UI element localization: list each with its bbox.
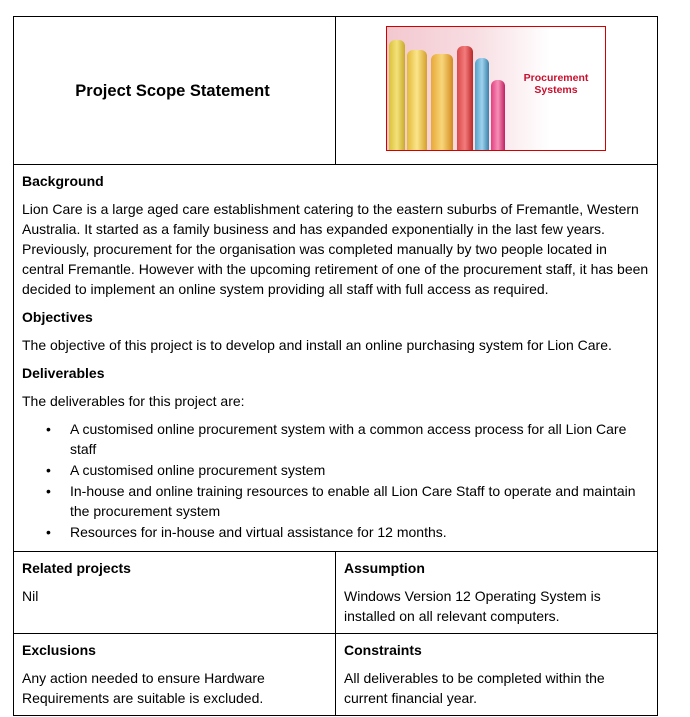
background-heading: Background: [22, 173, 104, 189]
background-text: Lion Care is a large aged care establishment catering to the eastern suburbs of Fremantle, Western Australia. It started as a family business and has expanded exponentially in the last few years. Previously, procurement for the organisation was completed manually by two people located in central Fremantle. However with the upcoming retirement of one of the procurement staff, it has been decided to implement an online system providing all staff with full access as required.: [22, 201, 649, 297]
assumption-text: Windows Version 12 Operating System is installed on all relevant computers.: [344, 588, 601, 624]
list-item: • A customised online procurement system: [70, 460, 649, 480]
list-item: • Resources for in-house and virtual assistance for 12 months.: [70, 522, 649, 542]
constraints-text: All deliverables to be completed within the current financial year.: [344, 670, 605, 706]
constraints-heading: Constraints: [344, 642, 422, 658]
constraints-cell: [336, 634, 658, 716]
deliverables-heading: Deliverables: [22, 365, 105, 381]
page-title: Project Scope Statement: [75, 81, 270, 100]
image-caption: Procurement Systems: [523, 72, 589, 96]
main-section: [14, 165, 658, 552]
assumption-cell: [336, 552, 658, 634]
deliverables-list: [22, 419, 649, 542]
objectives-heading: Objectives: [22, 309, 93, 325]
scope-document: [13, 16, 657, 716]
related-projects-cell: [14, 552, 336, 634]
list-item: • A customised online procurement system with a common access process for all Lion Care staff: [70, 419, 649, 459]
exclusions-text: Any action needed to ensure Hardware Requirements are suitable is excluded.: [22, 670, 265, 706]
procurement-systems-image: [386, 26, 606, 151]
objectives-text: The objective of this project is to develop and install an online purchasing system for Lion Care.: [22, 337, 612, 353]
scope-table: [13, 16, 658, 716]
related-projects-heading: Related projects: [22, 560, 131, 576]
related-projects-text: Nil: [22, 588, 39, 604]
title-cell: [14, 17, 336, 165]
list-item: • In-house and online training resources to enable all Lion Care Staff to operate and maintain the procurement system: [70, 481, 649, 521]
exclusions-cell: [14, 634, 336, 716]
deliverables-intro: The deliverables for this project are:: [22, 393, 245, 409]
image-cell: [336, 17, 658, 165]
exclusions-heading: Exclusions: [22, 642, 96, 658]
assumption-heading: Assumption: [344, 560, 425, 576]
